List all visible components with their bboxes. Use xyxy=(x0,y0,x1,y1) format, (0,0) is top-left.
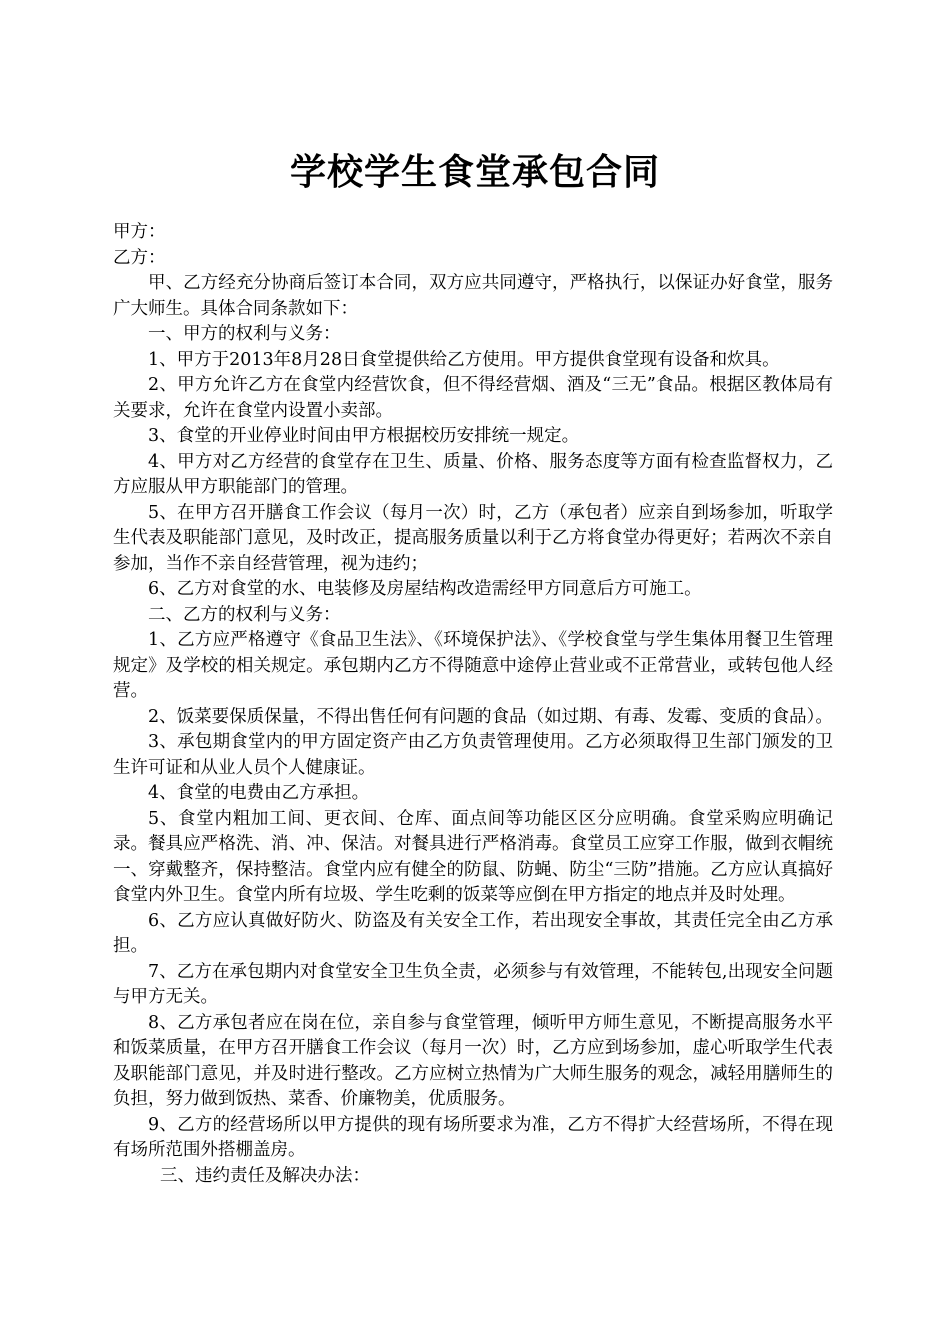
intro-paragraph: 甲、乙方经充分协商后签订本合同，双方应共同遵守，严格执行，以保证办好食堂，服务广大师生。具体合同条款如下： xyxy=(113,273,833,319)
party-a-label: 甲方： xyxy=(113,222,166,242)
section-1-heading: 一、甲方的权利与义务： xyxy=(148,324,341,344)
section-2-item: 4、食堂的电费由乙方承担。 xyxy=(148,783,370,803)
section-1-item: 5、在甲方召开膳食工作会议（每月一次）时，乙方（承包者）应亲自到场参加，听取学生代表及职能部门意见，及时改正，提高服务质量以利于乙方将食堂办得更好；若两次不亲自参加，当作不亲自经营管理，视为违约； xyxy=(113,502,833,574)
section-2-item: 2、饭菜要保质保量，不得出售任何有问题的食品（如过期、有毒、发霉、变质的食品）。 xyxy=(148,706,833,727)
section-1-item: 3、食堂的开业停业时间由甲方根据校历安排统一规定。 xyxy=(148,426,580,446)
section-2-item: 8、乙方承包者应在岗在位，亲自参与食堂管理，倾听甲方师生意见，不断提高服务水平和饭菜质量，在甲方召开膳食工作会议（每月一次）时，乙方应到场参加，虚心听取学生代表及职能部门意见，并及时进行整改。乙方应树立热情为广大师生服务的观念，减轻用膳师生的负担，努力做到饭热、菜香、价廉物美，优质服务。 xyxy=(113,1012,833,1109)
document-title: 学校学生食堂承包合同 xyxy=(289,151,660,193)
section-2-heading: 二、乙方的权利与义务： xyxy=(148,604,341,625)
section-1-item: 2、甲方允许乙方在食堂内经营饮食，但不得经营烟、酒及“三无”食品。根据区教体局有关要求，允许在食堂内设置小卖部。 xyxy=(113,375,833,421)
section-1-item: 4、甲方对乙方经营的食堂存在卫生、质量、价格、服务态度等方面有检查监督权力，乙方应服从甲方职能部门的管理。 xyxy=(113,451,833,497)
section-2-item: 6、乙方应认真做好防火、防盗及有关安全工作，若出现安全事故，其责任完全由乙方承担。 xyxy=(113,910,833,956)
section-2-item: 7、乙方在承包期内对食堂安全卫生负全责，必须参与有效管理，不能转包,出现安全问题与甲方无关。 xyxy=(113,961,833,1007)
section-2-item: 1、乙方应严格遵守《食品卫生法》、《环境保护法》、《学校食堂与学生集体用餐卫生管理规定》及学校的相关规定。承包期内乙方不得随意中途停止营业或不正常营业，或转包他人经营。 xyxy=(113,630,833,701)
section-2-item: 5、食堂内粗加工间、更衣间、仓库、面点间等功能区区分应明确。食堂采购应明确记录。餐具应严格洗、消、冲、保洁。对餐具进行严格消毒。食堂员工应穿工作服，做到衣帽统一、穿戴整齐，保持整洁。食堂内应有健全的防鼠、防蝇、防尘“三防”措施。乙方应认真搞好食堂内外卫生。食堂内所有垃圾、学生吃剩的饭菜等应倒在甲方指定的地点并及时处理。 xyxy=(113,808,833,905)
section-1-item: 6、乙方对食堂的水、电装修及房屋结构改造需经甲方同意后方可施工。 xyxy=(148,579,702,599)
section-2-item: 3、承包期食堂内的甲方固定资产由乙方负责管理使用。乙方必须取得卫生部门颁发的卫生许可证和从业人员个人健康证。 xyxy=(113,732,833,778)
section-1-item: 1、甲方于2013年8月28日食堂提供给乙方使用。甲方提供食堂现有设备和炊具。 xyxy=(148,349,780,370)
section-2-item: 9、乙方的经营场所以甲方提供的现有场所要求为准，乙方不得扩大经营场所，不得在现有场所范围外搭棚盖房。 xyxy=(113,1114,833,1160)
party-b-label: 乙方： xyxy=(113,247,166,268)
section-3-heading: 三、违约责任及解决办法： xyxy=(160,1165,370,1186)
document-body xyxy=(113,220,833,1189)
